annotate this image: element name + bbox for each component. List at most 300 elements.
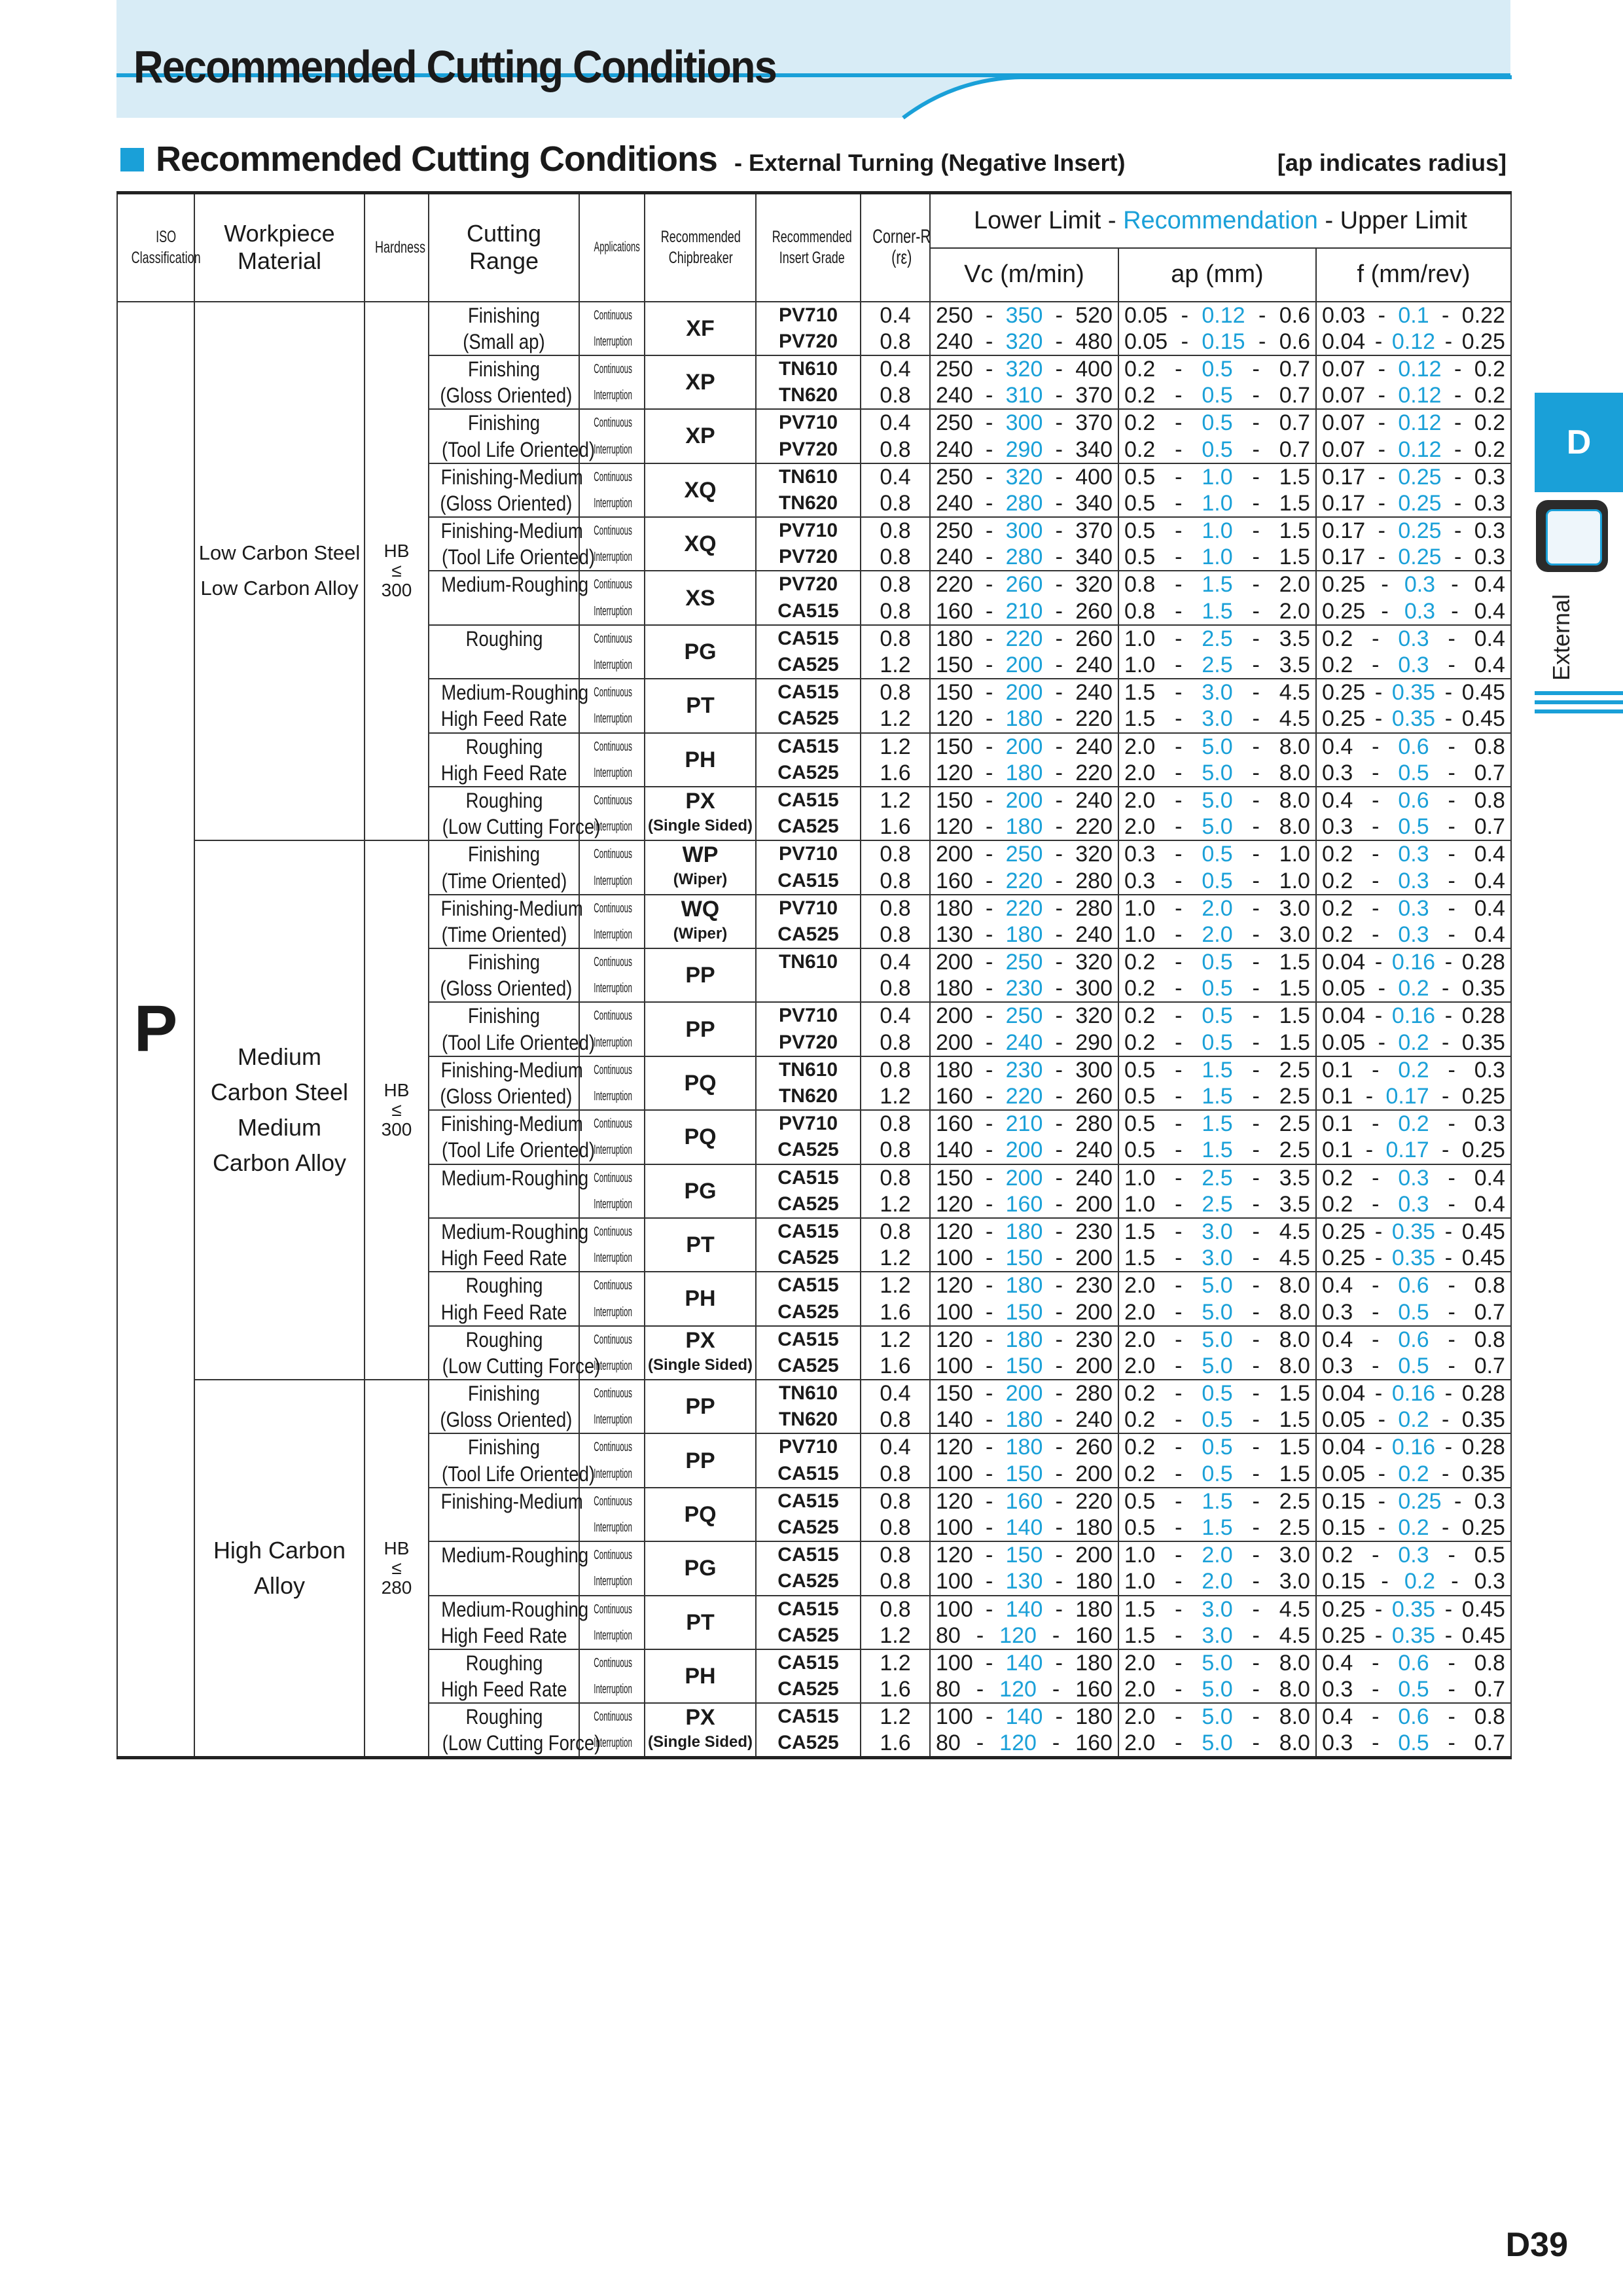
material-line: Medium [237, 1114, 322, 1141]
dash: - [1055, 518, 1063, 544]
ap-recommended: 3.0 [1202, 680, 1233, 706]
dash: - [1448, 868, 1455, 893]
vc-recommended: 140 [1005, 1704, 1043, 1730]
corner-radius: 1.2 [861, 1191, 930, 1218]
f-lower: 0.25 [1322, 1219, 1366, 1244]
ap-lower: 1.0 [1124, 1165, 1156, 1191]
vc-upper: 260 [1075, 1435, 1113, 1460]
ap-recommended: 0.5 [1202, 356, 1233, 382]
vc-range [930, 679, 1118, 706]
f-range [1316, 463, 1511, 490]
f-lower: 0.25 [1322, 706, 1366, 732]
cutting-range-text: Finishing [467, 950, 541, 975]
corner-radius: 0.8 [861, 625, 930, 652]
insert-grade: CA525 [756, 652, 861, 679]
vc-lower: 240 [936, 329, 973, 354]
f-recommended: 0.25 [1398, 464, 1442, 490]
f-upper: 0.7 [1474, 814, 1505, 840]
ap-upper: 4.5 [1279, 706, 1310, 732]
ap-upper: 3.5 [1279, 653, 1310, 678]
cutting-range [429, 1110, 583, 1137]
f-upper: 0.8 [1474, 1273, 1505, 1299]
f-range [1316, 1515, 1511, 1541]
dash: - [1175, 490, 1183, 516]
dash: - [1372, 626, 1380, 651]
chipbreaker [645, 1056, 756, 1110]
dash: - [1374, 1219, 1383, 1244]
dash: - [1372, 922, 1380, 947]
dash: - [1252, 787, 1260, 813]
application-text: Interruption [594, 1358, 632, 1373]
vc-recommended: 230 [1005, 976, 1043, 1001]
vc-recommended: 240 [1005, 1030, 1043, 1055]
ap-range [1118, 355, 1316, 382]
ap-recommended: 0.5 [1202, 437, 1233, 462]
dash: - [1055, 356, 1063, 382]
application-text: Continuous [594, 469, 632, 484]
vc-range [930, 733, 1118, 760]
dash: - [1055, 1543, 1063, 1568]
dash: - [986, 760, 993, 785]
dash: - [1378, 976, 1385, 1001]
ap-range [1118, 1299, 1316, 1325]
header-grade: Recommended Insert Grade [756, 193, 861, 302]
vc-upper: 340 [1075, 490, 1113, 516]
dash: - [1444, 1623, 1453, 1648]
dash: - [1448, 1650, 1455, 1676]
dash: - [1055, 680, 1063, 706]
dash: - [1055, 1461, 1063, 1486]
corner-radius: 0.4 [861, 355, 930, 382]
dash: - [1378, 1407, 1385, 1433]
cutting-range [429, 867, 579, 894]
vc-upper: 370 [1075, 518, 1113, 544]
f-upper: 0.25 [1461, 1084, 1505, 1109]
dash: - [1175, 1515, 1183, 1541]
dash: - [1055, 1138, 1063, 1163]
vc-recommended: 220 [1005, 868, 1043, 893]
application-text: Continuous [594, 901, 632, 916]
corner-radius: 0.8 [861, 329, 930, 355]
dash: - [1378, 1515, 1385, 1541]
application [579, 679, 645, 706]
f-recommended: 0.2 [1398, 1461, 1429, 1486]
f-recommended: 0.6 [1398, 1327, 1429, 1352]
dash: - [1374, 1381, 1383, 1407]
vc-upper: 400 [1075, 464, 1113, 490]
dash: - [986, 1543, 993, 1568]
f-upper: 0.35 [1461, 976, 1505, 1001]
vc-range [930, 1299, 1118, 1325]
dash: - [1175, 1569, 1183, 1594]
application [579, 1515, 645, 1541]
application [579, 1245, 645, 1272]
chipbreaker [645, 840, 756, 894]
application-text: Continuous [594, 1440, 632, 1455]
header-range: Cutting Range [429, 193, 579, 302]
vc-recommended: 300 [1005, 518, 1043, 544]
vc-range [930, 1030, 1118, 1056]
cutting-range-text: Finishing-Medium [440, 1112, 583, 1136]
application-text: Continuous [594, 685, 632, 700]
chipbreaker [645, 1433, 756, 1487]
ap-recommended: 5.0 [1202, 1704, 1233, 1730]
application [579, 1703, 645, 1730]
vc-upper: 200 [1075, 1461, 1113, 1486]
f-range [1316, 1541, 1511, 1568]
hardness-line: ≤ [391, 1100, 402, 1121]
chipbreaker-code: PX [685, 1327, 715, 1353]
ap-range [1118, 1191, 1316, 1218]
dash: - [1175, 545, 1183, 570]
hardness-line: 300 [381, 580, 412, 601]
ap-range [1118, 625, 1316, 652]
dash: - [1454, 464, 1462, 490]
dash: - [1252, 356, 1260, 382]
cutting-range [429, 1568, 579, 1595]
f-upper: 0.4 [1474, 1165, 1505, 1191]
application-text: Continuous [594, 1655, 632, 1670]
dash: - [986, 437, 993, 462]
f-recommended: 0.2 [1398, 976, 1429, 1001]
chipbreaker-code: WP [682, 842, 719, 868]
dash: - [986, 1704, 993, 1730]
cutting-range [429, 922, 579, 948]
f-recommended: 0.2 [1404, 1569, 1436, 1594]
dash: - [1378, 302, 1385, 328]
vc-range [930, 922, 1118, 948]
dash: - [986, 1327, 993, 1352]
dash: - [1454, 518, 1462, 544]
application [579, 1218, 645, 1245]
dash: - [1372, 1327, 1380, 1352]
insert-grade: PV710 [756, 1433, 861, 1460]
dash: - [1448, 1111, 1455, 1137]
dash: - [1252, 1003, 1260, 1029]
dash: - [986, 1353, 993, 1378]
application-text: Continuous [594, 739, 632, 754]
application [579, 1596, 645, 1623]
ap-lower: 1.5 [1124, 1246, 1156, 1271]
ap-range [1118, 787, 1316, 814]
dash: - [1252, 680, 1260, 706]
insert-grade: CA525 [756, 1568, 861, 1595]
cutting-range-text: (Gloss Oriented) [440, 384, 573, 408]
vc-lower: 120 [936, 1488, 973, 1514]
vc-lower: 120 [936, 1543, 973, 1568]
dash: - [1448, 895, 1455, 921]
ap-recommended: 3.0 [1202, 1623, 1233, 1648]
dash: - [1055, 1246, 1063, 1271]
cutting-range-text: Roughing [465, 1274, 543, 1298]
ap-recommended: 0.5 [1202, 950, 1233, 975]
dash: - [1055, 1407, 1063, 1433]
f-recommended: 0.3 [1398, 1543, 1429, 1568]
ap-lower: 1.5 [1124, 706, 1156, 732]
f-upper: 0.7 [1474, 1299, 1505, 1325]
application-text: Continuous [594, 1602, 632, 1617]
vc-lower: 150 [936, 787, 973, 813]
dash: - [986, 356, 993, 382]
f-range [1316, 544, 1511, 571]
f-upper: 0.8 [1474, 1704, 1505, 1730]
f-lower: 0.1 [1322, 1138, 1353, 1163]
ap-upper: 3.0 [1279, 895, 1310, 921]
ap-upper: 4.5 [1279, 1246, 1310, 1271]
ap-upper: 1.5 [1279, 1435, 1310, 1460]
vc-lower: 160 [936, 1084, 973, 1109]
f-recommended: 0.25 [1398, 518, 1442, 544]
side-tab-d[interactable]: D [1535, 393, 1623, 492]
vc-range [930, 787, 1118, 814]
f-recommended: 0.1 [1398, 302, 1429, 328]
f-upper: 0.5 [1474, 1543, 1505, 1568]
vc-lower: 250 [936, 302, 973, 328]
dash: - [1451, 1569, 1459, 1594]
dash: - [1378, 1488, 1385, 1514]
vc-range [930, 1703, 1118, 1730]
cutting-range-text: High Feed Rate [440, 1300, 567, 1324]
vc-recommended: 200 [1005, 680, 1043, 706]
insert-grade: PV710 [756, 1110, 861, 1137]
vc-recommended: 150 [1005, 1246, 1043, 1271]
vc-upper: 290 [1075, 1030, 1113, 1055]
application [579, 490, 645, 517]
ap-lower: 0.5 [1124, 518, 1156, 544]
dash: - [1448, 1299, 1455, 1325]
application-text: Continuous [594, 577, 632, 592]
f-lower: 0.3 [1322, 1299, 1353, 1325]
insert-grade: CA525 [756, 706, 861, 732]
dash: - [1055, 572, 1063, 598]
insert-grade: PV720 [756, 1030, 861, 1056]
ap-recommended: 0.15 [1202, 329, 1245, 354]
application [579, 706, 645, 732]
corner-radius: 1.2 [861, 1703, 930, 1730]
chipbreaker [645, 355, 756, 409]
chipbreaker-code: PP [685, 1394, 715, 1420]
vc-upper: 320 [1075, 572, 1113, 598]
dash: - [1175, 1299, 1183, 1325]
vc-recommended: 180 [1005, 1435, 1043, 1460]
dash: - [1372, 1165, 1380, 1191]
dash: - [1252, 518, 1260, 544]
dash: - [1252, 437, 1260, 462]
ap-upper: 8.0 [1279, 1731, 1310, 1756]
vc-lower: 100 [936, 1569, 973, 1594]
cutting-range-text: (Tool Life Oriented) [442, 437, 596, 461]
vc-recommended: 310 [1005, 383, 1043, 408]
vc-range [930, 1164, 1118, 1191]
ap-lower: 0.2 [1124, 383, 1156, 408]
cutting-range-text: Roughing [465, 788, 543, 812]
application-text: Continuous [594, 631, 632, 646]
dash: - [1175, 1165, 1183, 1191]
dash: - [1055, 760, 1063, 785]
cutting-range-text: (Gloss Oriented) [440, 491, 573, 515]
vc-upper: 180 [1075, 1515, 1113, 1541]
f-upper: 0.4 [1474, 842, 1505, 867]
vc-upper: 240 [1075, 1407, 1113, 1433]
dash: - [1378, 1030, 1385, 1055]
vc-recommended: 180 [1005, 760, 1043, 785]
application-text: Interruption [594, 1682, 632, 1697]
dash: - [1055, 1084, 1063, 1109]
vc-recommended: 150 [1005, 1461, 1043, 1486]
application-text: Continuous [594, 1548, 632, 1563]
application [579, 1056, 645, 1083]
cutting-range-text: Medium-Roughing [441, 1597, 589, 1621]
vc-recommended: 250 [1005, 842, 1043, 867]
vc-lower: 250 [936, 410, 973, 436]
dash: - [1252, 1191, 1260, 1217]
application [579, 1299, 645, 1325]
dash: - [1175, 1327, 1183, 1352]
ap-recommended: 5.0 [1202, 734, 1233, 759]
dash: - [1055, 922, 1063, 947]
ap-range [1118, 948, 1316, 975]
f-range [1316, 1676, 1511, 1703]
dash: - [1052, 1623, 1060, 1648]
vc-upper: 230 [1075, 1273, 1113, 1299]
vc-upper: 280 [1075, 868, 1113, 893]
corner-radius: 1.6 [861, 1676, 930, 1703]
f-recommended: 0.3 [1398, 842, 1429, 867]
f-range [1316, 1623, 1511, 1649]
cutting-range-text: (Tool Life Oriented) [442, 1462, 596, 1486]
hardness-line: 300 [381, 1119, 412, 1140]
insert-grade: CA525 [756, 1515, 861, 1541]
insert-grade: CA515 [756, 1272, 861, 1299]
f-range [1316, 1245, 1511, 1272]
f-lower: 0.25 [1322, 680, 1366, 706]
ap-upper: 1.5 [1279, 1381, 1310, 1407]
f-lower: 0.3 [1322, 814, 1353, 840]
title-band-curve [903, 65, 1531, 124]
chipbreaker [645, 1541, 756, 1595]
dash: - [1372, 1111, 1380, 1137]
f-upper: 0.2 [1474, 356, 1505, 382]
dash: - [986, 1003, 993, 1029]
iso-class: P [117, 302, 194, 1758]
dash: - [1258, 302, 1266, 328]
vc-recommended: 200 [1005, 1138, 1043, 1163]
vc-range [930, 1272, 1118, 1299]
dash: - [986, 598, 993, 624]
dash: - [1175, 356, 1183, 382]
corner-radius: 0.8 [861, 1030, 930, 1056]
ap-range [1118, 895, 1316, 922]
cutting-range [429, 302, 579, 329]
application [579, 329, 645, 355]
dash: - [1378, 437, 1385, 462]
chipbreaker-code: XQ [684, 531, 717, 557]
ap-upper: 0.7 [1279, 410, 1310, 436]
ap-lower: 0.05 [1124, 329, 1168, 354]
f-recommended: 0.2 [1398, 1515, 1429, 1541]
vc-lower: 100 [936, 1461, 973, 1486]
f-lower: 0.2 [1322, 1191, 1353, 1217]
application [579, 1272, 645, 1299]
f-upper: 0.4 [1474, 626, 1505, 651]
ap-range [1118, 1245, 1316, 1272]
cutting-range [429, 1676, 579, 1703]
dash: - [1175, 842, 1183, 867]
dash: - [1444, 1435, 1453, 1460]
insert-grade: CA515 [756, 1649, 861, 1676]
application-text: Interruption [594, 765, 632, 780]
application [579, 1326, 645, 1353]
ap-lower: 2.0 [1124, 814, 1156, 840]
vc-recommended: 220 [1005, 895, 1043, 921]
cutting-range [429, 1461, 596, 1488]
cutting-range-text: (Gloss Oriented) [440, 1085, 573, 1109]
f-lower: 0.15 [1322, 1488, 1366, 1514]
vc-upper: 180 [1075, 1596, 1113, 1622]
vc-recommended: 260 [1005, 572, 1043, 598]
dash: - [1055, 1057, 1063, 1083]
application-text: Interruption [594, 1628, 632, 1643]
vc-range [930, 490, 1118, 517]
ap-recommended: 0.5 [1202, 868, 1233, 893]
cutting-range-text: Roughing [465, 1705, 543, 1729]
dash: - [1055, 598, 1063, 624]
corner-radius: 0.8 [861, 1541, 930, 1568]
ap-range [1118, 1649, 1316, 1676]
application-text: Interruption [594, 819, 632, 834]
ap-lower: 1.0 [1124, 922, 1156, 947]
f-upper: 0.22 [1461, 302, 1505, 328]
vc-upper: 220 [1075, 706, 1113, 732]
ap-recommended: 2.0 [1202, 922, 1233, 947]
f-lower: 0.4 [1322, 1273, 1353, 1299]
f-lower: 0.2 [1322, 653, 1353, 678]
insert-grade: PV710 [756, 302, 861, 329]
f-recommended: 0.6 [1398, 1704, 1429, 1730]
hardness-line: HB [383, 541, 410, 562]
vc-range [930, 1596, 1118, 1623]
f-upper: 0.2 [1474, 410, 1505, 436]
section-title: Recommended Cutting Conditions [156, 139, 717, 179]
cutting-range [429, 1380, 579, 1407]
ap-recommended: 1.5 [1202, 598, 1233, 624]
dash: - [1365, 1084, 1374, 1109]
ap-lower: 0.2 [1124, 410, 1156, 436]
f-recommended: 0.25 [1398, 490, 1442, 516]
vc-recommended: 140 [1005, 1515, 1043, 1541]
dash: - [1252, 1165, 1260, 1191]
vc-lower: 120 [936, 1191, 973, 1217]
dash: - [1175, 895, 1183, 921]
application-text: Interruption [594, 550, 632, 565]
ap-range [1118, 517, 1316, 544]
f-range [1316, 922, 1511, 948]
table-row [117, 1380, 1511, 1407]
corner-radius: 0.4 [861, 1002, 930, 1029]
application [579, 1488, 645, 1515]
application-text: Interruption [594, 1304, 632, 1319]
vc-recommended: 320 [1005, 329, 1043, 354]
header-ap: ap (mm) [1118, 248, 1316, 302]
vc-recommended: 210 [1005, 598, 1043, 624]
f-range [1316, 436, 1511, 463]
ap-upper: 0.7 [1279, 383, 1310, 408]
dash: - [1448, 760, 1455, 785]
dash: - [986, 626, 993, 651]
dash: - [986, 814, 993, 840]
dash: - [1444, 329, 1453, 354]
application-text: Interruption [594, 1520, 632, 1535]
